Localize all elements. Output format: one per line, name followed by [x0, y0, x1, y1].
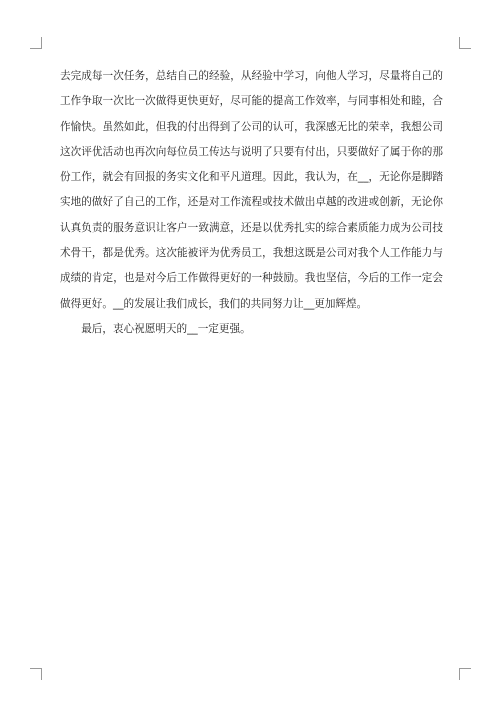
crop-mark-bottom-left: [30, 668, 42, 680]
crop-mark-bottom-right: [459, 668, 471, 680]
crop-mark-top-right: [459, 37, 471, 49]
document-body: [60, 64, 443, 342]
body-paragraph: 去完成每一次任务，总结自己的经验，从经验中学习，向他人学习，尽量将自己的工作争取一次比一次做得更快更好，尽可能的提高工作效率，与同事相处和睦，合作愉快。虽然如此，但我的付出得到了公司的认可，我深感无比的荣幸，我想公司这次评优活动也再次向每位员工传达与说明了只要有付出，只要做好了属于你的那份工作，就会有回报的务实文化和平凡道理。因此，我认为，在__，无论你是脚踏实地的做好了自己的工作，还是对工作流程或技术做出卓越的改进或创新，无论你认真负责的服务意识让客户一致满意，还是以优秀扎实的综合素质能力成为公司技术骨干，都是优秀。这次能被评为优秀员工，我想这既是公司对我个人工作能力与成绩的肯定，也是对今后工作做得更好的一种鼓励。我也坚信，今后的工作一定会做得更好。__的发展让我们成长，我们的共同努力让__更加辉煌。: [60, 70, 443, 310]
closing-paragraph: 最后，衷心祝愿明天的__一定更强。: [81, 322, 251, 335]
crop-mark-top-left: [30, 37, 42, 49]
